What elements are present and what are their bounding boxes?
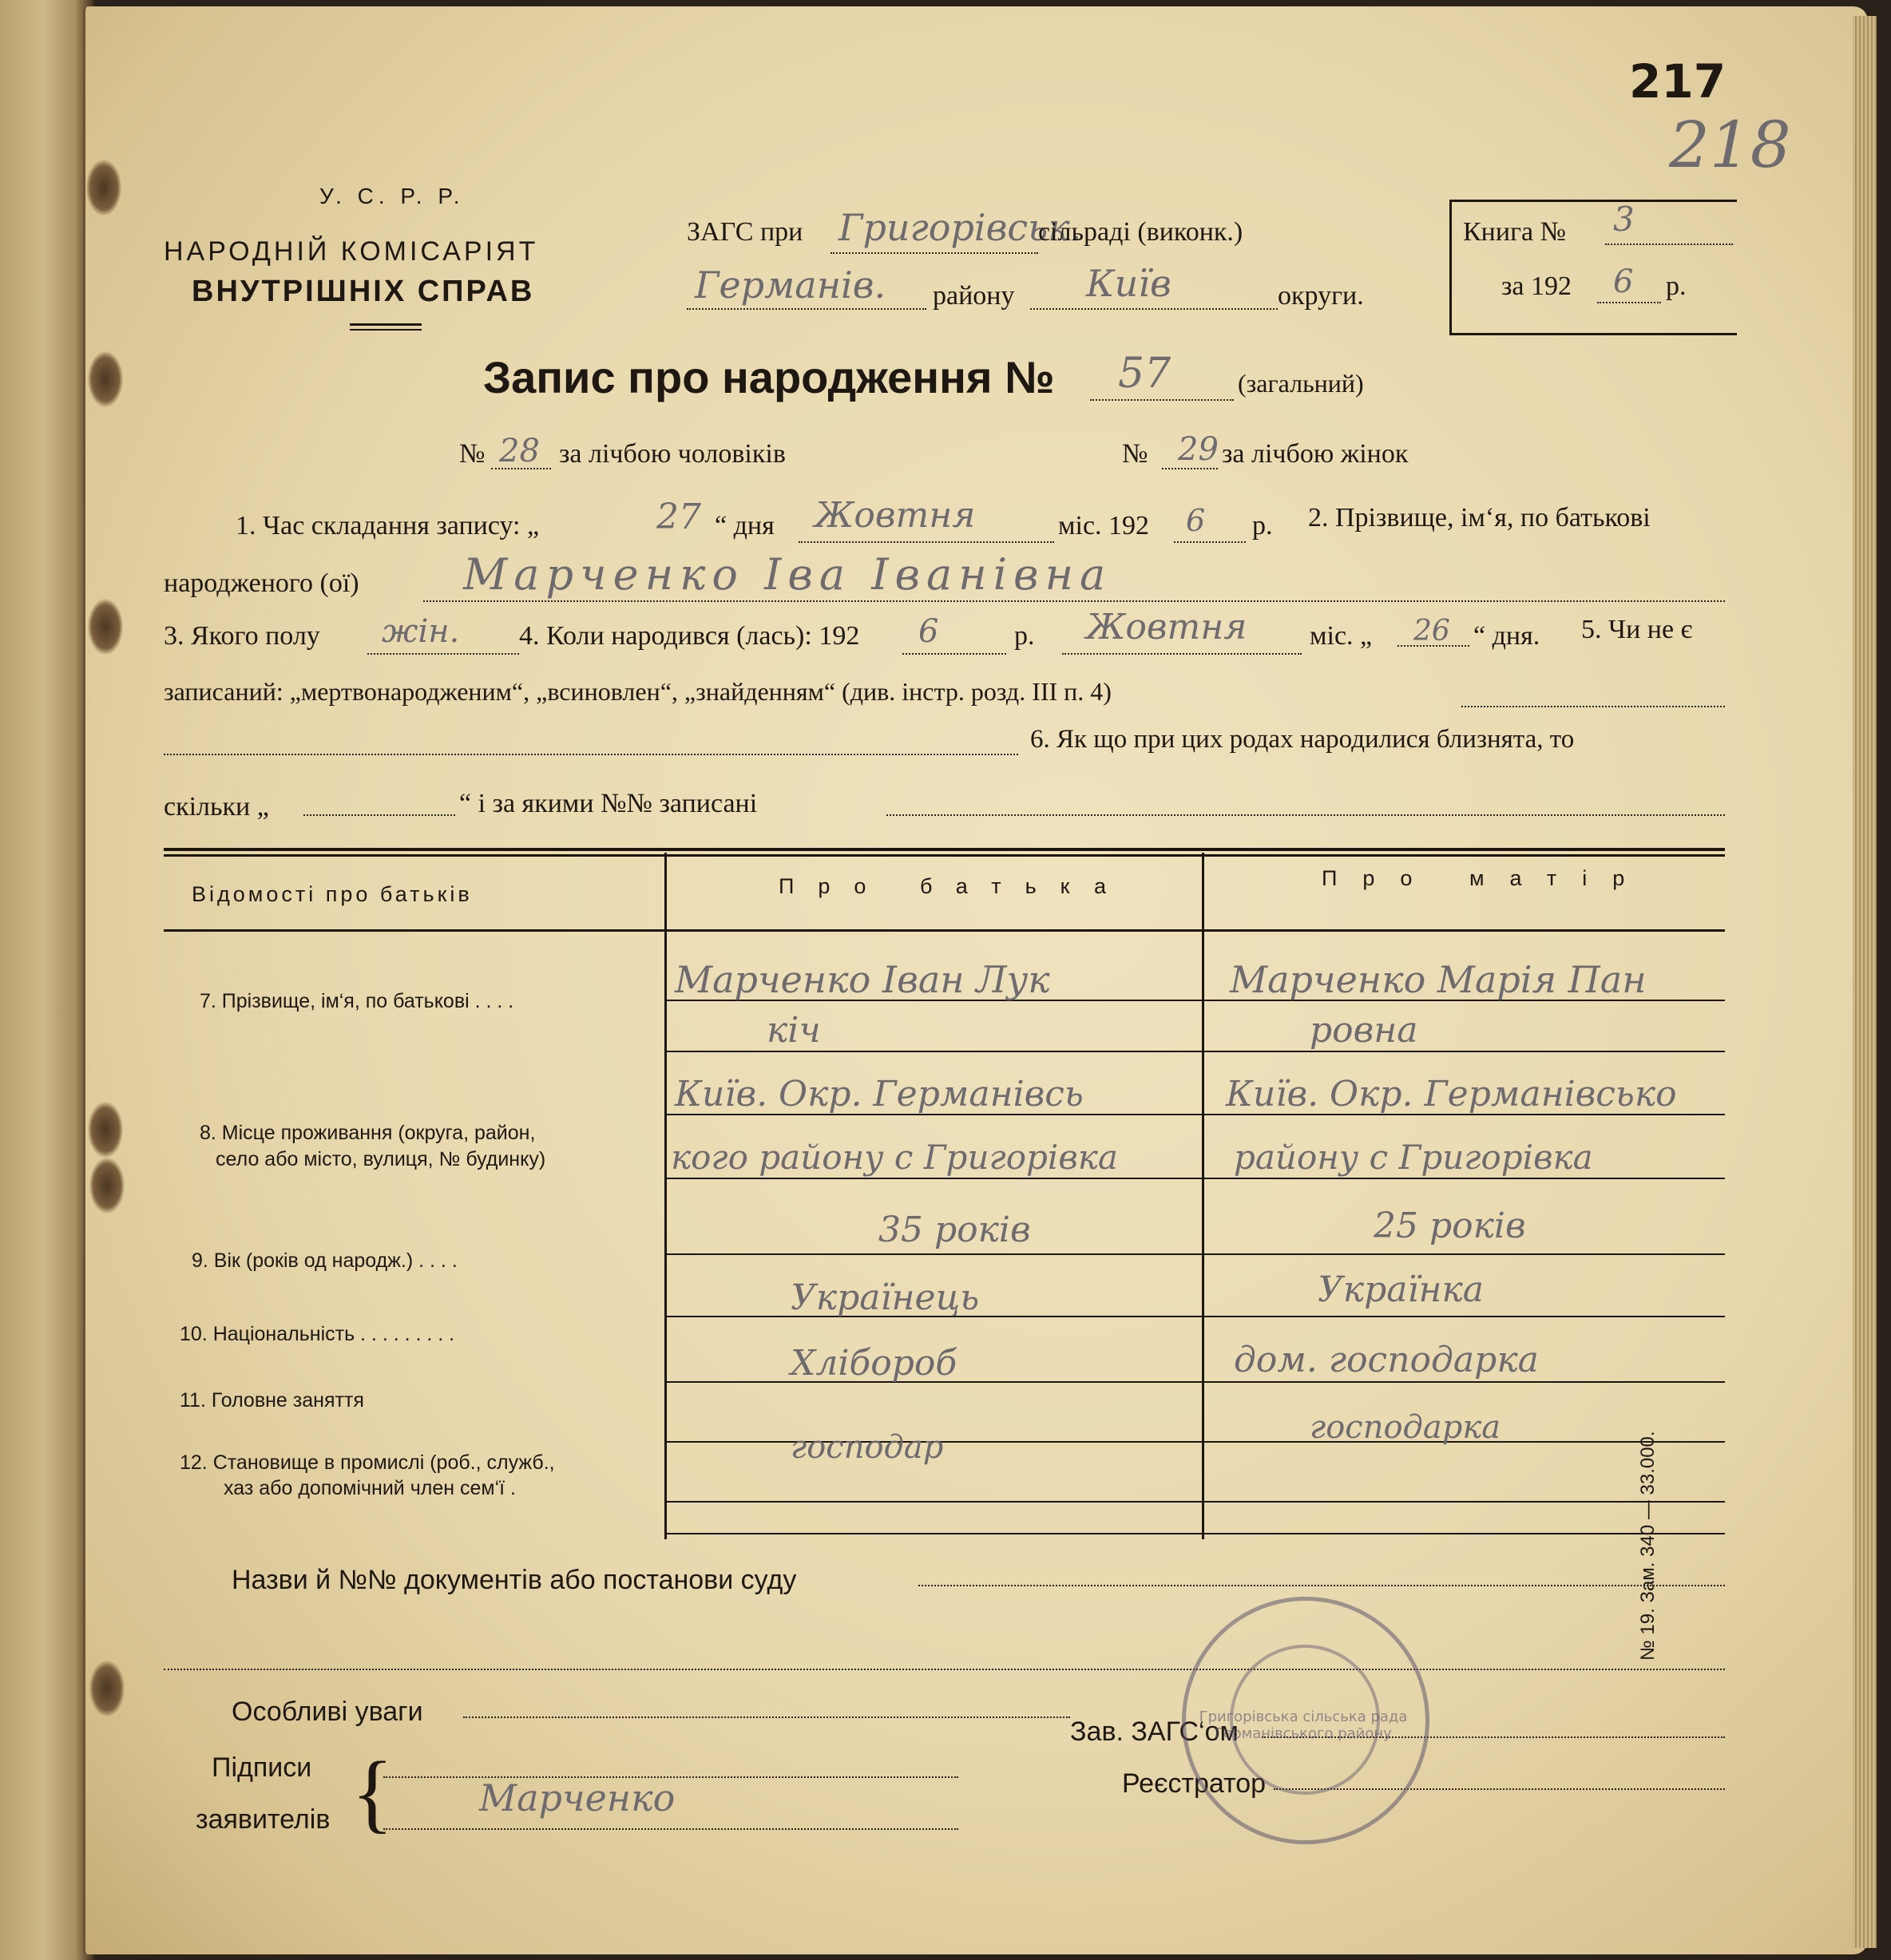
okruh-line [1030,308,1278,310]
row12-label: 12. Становище в промислі (роб., служб., [180,1451,555,1474]
applicant-signature: Марченко [479,1776,676,1819]
field1-suffix: р. [1252,511,1273,540]
record-general: (загальний) [1238,369,1364,398]
table-header-rule [164,929,1725,932]
binding-hole [89,1158,125,1214]
field4-label: 4. Коли народився (лась): 192 [519,621,860,651]
men-number: 28 [499,433,540,469]
field1-day: 27 [656,497,701,537]
zags-village: Григорівськ. [838,206,1082,249]
table-ruling [1204,1051,1725,1052]
head-zags-label: Зав. ЗАГС‘ом [1070,1716,1239,1747]
page-number: 217 [1629,54,1726,109]
field4-year: 6 [918,613,939,650]
print-order-number: № 19. Зам. 340 — 33.000. [1637,1431,1659,1661]
row8-label2: село або місто, вулиця, № будинку) [216,1148,546,1170]
women-line [1162,468,1218,469]
binding-hole [89,1661,125,1716]
table-ruling [1204,1381,1725,1383]
republic-label: У. С. Р. Р. [319,184,465,208]
record-number: 57 [1118,350,1171,398]
field3-label: 3. Якого полу [164,621,320,651]
field1-label: 1. Час складання запису: „ [236,511,540,540]
raion-value: Германів. [695,263,886,307]
field6-count-line [303,814,455,816]
binding-hole [88,1102,123,1158]
mother-nationality: Українка [1318,1269,1485,1310]
mother-name-cont: ровна [1310,1010,1418,1051]
mother-residence: Київ. Окр. Германівсько [1226,1074,1677,1115]
women-prefix: № [1122,439,1148,469]
father-residence-cont: кого району с Григорівка [671,1138,1118,1177]
notes-label: Особливі уваги [232,1697,423,1727]
table-ruling [667,1501,1202,1503]
book-number: 3 [1613,200,1635,239]
table-top-rule [164,848,1725,851]
book-box-bottom [1449,333,1737,335]
notes-line [463,1716,1070,1718]
field2-line [423,600,1725,602]
field6-numbers-line [886,814,1725,816]
book-box-left [1449,200,1452,335]
field5-cont: записаний: „мертвонародженим“, „всиновлен“, „знайденням“ (див. інстр. розд. III п. 4) [164,677,1112,706]
book-line [1605,244,1733,245]
book-label: Книга № [1463,217,1567,247]
binding-hole [86,160,121,216]
field2-name: Марченко Іва Іванівна [463,549,1112,600]
table-ruling [667,1051,1202,1052]
record-title: Запис про народження № [483,352,1055,402]
field5-label: 5. Чи не є [1581,615,1693,644]
table-ruling [1204,1253,1725,1255]
field5-line2 [164,754,1018,755]
year-prefix: за 192 [1501,271,1572,301]
official-seal: Григорівська сільська рада Германівського району [1182,1597,1429,1844]
men-prefix: № [459,439,486,469]
row7-label: 7. Прізвище, ім‘я, по батькові . . . . [200,990,514,1012]
mother-position: господарка [1310,1409,1501,1446]
father-occupation: Хлібороб [791,1343,957,1384]
men-label: за лічбою чоловіків [559,439,786,469]
documents-label: Назви й №№ документів або постанови суду [232,1565,797,1595]
field3-line [367,653,519,655]
field4-r: р. [1014,621,1035,651]
year-line [1597,302,1661,303]
field4-month: Жовтня [1086,607,1247,647]
okruh-value: Київ [1086,262,1171,305]
commissariat-line1: НАРОДНІЙ КОМІСАРІЯТ [164,236,539,267]
commissariat-line2: ВНУТРІШНІХ СПРАВ [192,275,535,308]
record-number-line [1090,399,1234,401]
table-top-rule2 [164,854,1725,857]
women-number: 29 [1178,431,1219,468]
table-ruling [1204,1178,1725,1179]
left-page-edge [0,0,94,1960]
mother-occupation: дом. господарка [1234,1340,1539,1380]
field2-cont: народженого (ої) [164,568,359,598]
page-number-handwritten: 218 [1669,108,1791,182]
signatures-brace: { [351,1744,394,1841]
table-header-parents: Відомості про батьків [192,882,473,906]
year-value: 6 [1613,263,1634,300]
field5-line [1461,706,1725,707]
father-position: господар [791,1429,944,1466]
row8-label: 8. Місце проживання (округа, район, [200,1122,536,1144]
mother-age: 25 років [1374,1206,1526,1246]
table-ruling [667,1253,1202,1255]
registrar-label: Реєстратор [1122,1768,1267,1799]
row11-label: 11. Головне заняття [180,1389,364,1412]
field4-month-line [1062,653,1302,655]
field1-day-suffix: “ дня [715,511,775,540]
table-ruling [667,1178,1202,1179]
table-header-father: Про батька [779,874,1131,898]
mother-name: Марченко Марія Пан [1230,958,1647,1001]
table-header-mother: Про матір [1322,866,1651,890]
field6-cont1: скільки „ [164,792,269,822]
field4-day-line [1397,645,1469,647]
field2-label: 2. Прізвище, ім‘я, по батькові [1308,503,1651,533]
father-name-cont: кіч [767,1010,821,1051]
zags-prefix: ЗАГС при [687,217,803,247]
women-label: за лічбою жінок [1222,439,1409,469]
documents-line [918,1585,1725,1586]
field1-month: Жовтня [815,495,976,536]
raion-line [687,308,926,310]
table-col-divider [664,853,667,1539]
documents-line2 [164,1669,1725,1670]
binding-hole [88,599,123,655]
field1-month-line [799,541,1054,543]
field4-day: 26 [1413,615,1450,647]
field1-year-prefix: міс. 192 [1058,511,1150,540]
row10-label: 10. Національність . . . . . . . . . [180,1323,455,1345]
field6-cont2: “ і за якими №№ записані [459,789,758,818]
divider [350,323,422,326]
men-line [491,468,551,469]
father-name: Марченко Іван Лук [675,958,1050,1001]
row12-label2: хаз або допомічний член сем‘ї . [224,1477,516,1499]
page-stack-edge [1853,16,1877,1948]
row9-label: 9. Вік (років од народж.) . . . . [192,1249,458,1272]
okruh-label: округи. [1278,281,1364,311]
father-residence: Київ. Окр. Германівсь [675,1074,1084,1115]
binding-hole [88,351,123,407]
signature-line2 [383,1828,958,1830]
zags-village-line [831,252,1038,254]
field1-year: 6 [1186,503,1206,538]
year-suffix: р. [1666,271,1687,301]
table-ruling [667,1533,1202,1534]
divider [350,329,422,331]
table-ruling [1204,1316,1725,1317]
field1-year-line [1174,541,1246,543]
mother-residence-cont: району с Григорівка [1234,1138,1593,1177]
raion-label: району [933,281,1015,311]
father-nationality: Українець [791,1277,980,1318]
field3-value: жін. [382,613,460,650]
field4-year-line [902,653,1006,655]
signatures-label2: заявителів [196,1804,331,1835]
field6-label: 6. Як що при цих родах народилися близнята, то [1030,725,1575,754]
book-box-top [1449,200,1737,202]
father-age: 35 років [878,1210,1031,1250]
selradi-label: сільраді (виконк.) [1038,217,1243,247]
signatures-label: Підписи [212,1752,312,1783]
field4-dnia: “ дня. [1473,621,1540,651]
table-col-divider [1202,853,1204,1539]
field4-mis: міс. „ [1310,621,1373,651]
